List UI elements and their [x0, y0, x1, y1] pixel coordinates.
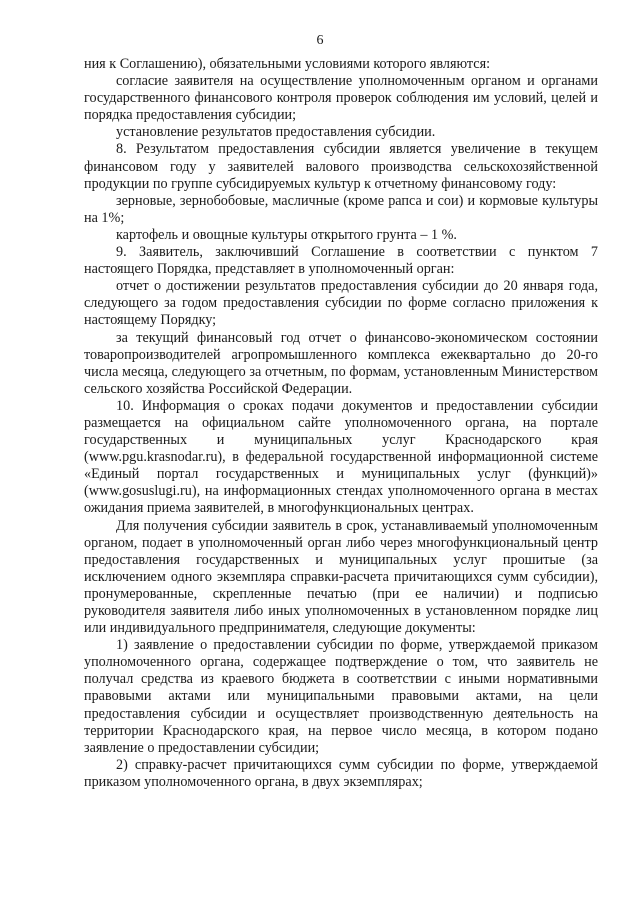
paragraph: зерновые, зернобобовые, масличные (кроме рапса и сои) и кормовые культуры на 1%;: [84, 192, 598, 226]
paragraph: 2) справку-расчет причитающихся сумм субсидии по форме, утверждаемой приказом уполномоченного органа, в двух экземплярах;: [84, 756, 598, 790]
paragraph: отчет о достижении результатов предоставления субсидии до 20 января года, следующего за годом предоставления субсидии по форме согласно приложения к настоящему Порядку;: [84, 278, 598, 329]
document-body: [84, 56, 598, 791]
paragraph: установление результатов предоставления субсидии.: [116, 124, 436, 141]
paragraph: согласие заявителя на осуществление уполномоченным органом и органами государственного финансового контроля проверок соблюдения им условий, целей и порядка предоставления субсидии;: [84, 73, 598, 124]
paragraph: ния к Соглашению), обязательными условиями которого являются:: [84, 56, 491, 72]
page-number: 6: [316, 33, 324, 48]
paragraph: 1) заявление о предоставлении субсидии по форме, утверждаемой приказом уполномоченного органа, содержащее подтверждение о том, что заявитель не получал средства из краевого бюджета в соответствии с иными нормативными правовыми актами или муниципальными правовыми актами, на цели предоставления субсидии и осуществляет производственную деятельность на территории Краснодарского края, на первое число месяца, в котором подано заявление о предоставлении субсидии;: [84, 637, 598, 756]
paragraph: 8. Результатом предоставления субсидии является увеличение в текущем финансовом году у заявителей валового производства сельскохозяйственной продукции по группе субсидируемых культур к отчетному финансовому году:: [84, 141, 598, 192]
paragraph: Для получения субсидии заявитель в срок, устанавливаемый уполномоченным органом, подает в уполномоченный орган либо через многофункциональный центр предоставления государственных и муниципальных услуг прошитые (за исключением одного экземпляра справки-расчета причитающихся сумм субсидии), пронумерованные, скрепленные печатью (при ее наличии) и подписью руководителя заявителя либо иных уполномоченных в установленном порядке лиц или индивидуального предпринимателя, следующие документы:: [84, 517, 598, 637]
paragraph: 9. Заявитель, заключивший Соглашение в соответствии с пунктом 7 настоящего Порядка, представляет в уполномоченный орган:: [84, 244, 598, 278]
paragraph: 10. Информация о сроках подачи документов и предоставлении субсидии размещается на официальном сайте уполномоченного органа, на портале государственных и муниципальных услуг Краснодарского края (www.pgu.krasnodar.ru), в федеральной государственной информационной системе «Единый портал государственных и муниципальных услуг (функций)» (www.gosuslugi.ru), на информационных стендах уполномоченного органа в местах ожидания приема заявителей, в многофункциональных центрах.: [84, 397, 598, 517]
paragraph: за текущий финансовый год отчет о финансово-экономическом состоянии товаропроизводителей агропромышленного комплекса ежеквартально до 20-го числа месяца, следующего за отчетным, по формам, установленным Министерством сельского хозяйства Российской Федерации.: [84, 329, 598, 397]
paragraph: картофель и овощные культуры открытого грунта – 1 %.: [116, 226, 457, 243]
